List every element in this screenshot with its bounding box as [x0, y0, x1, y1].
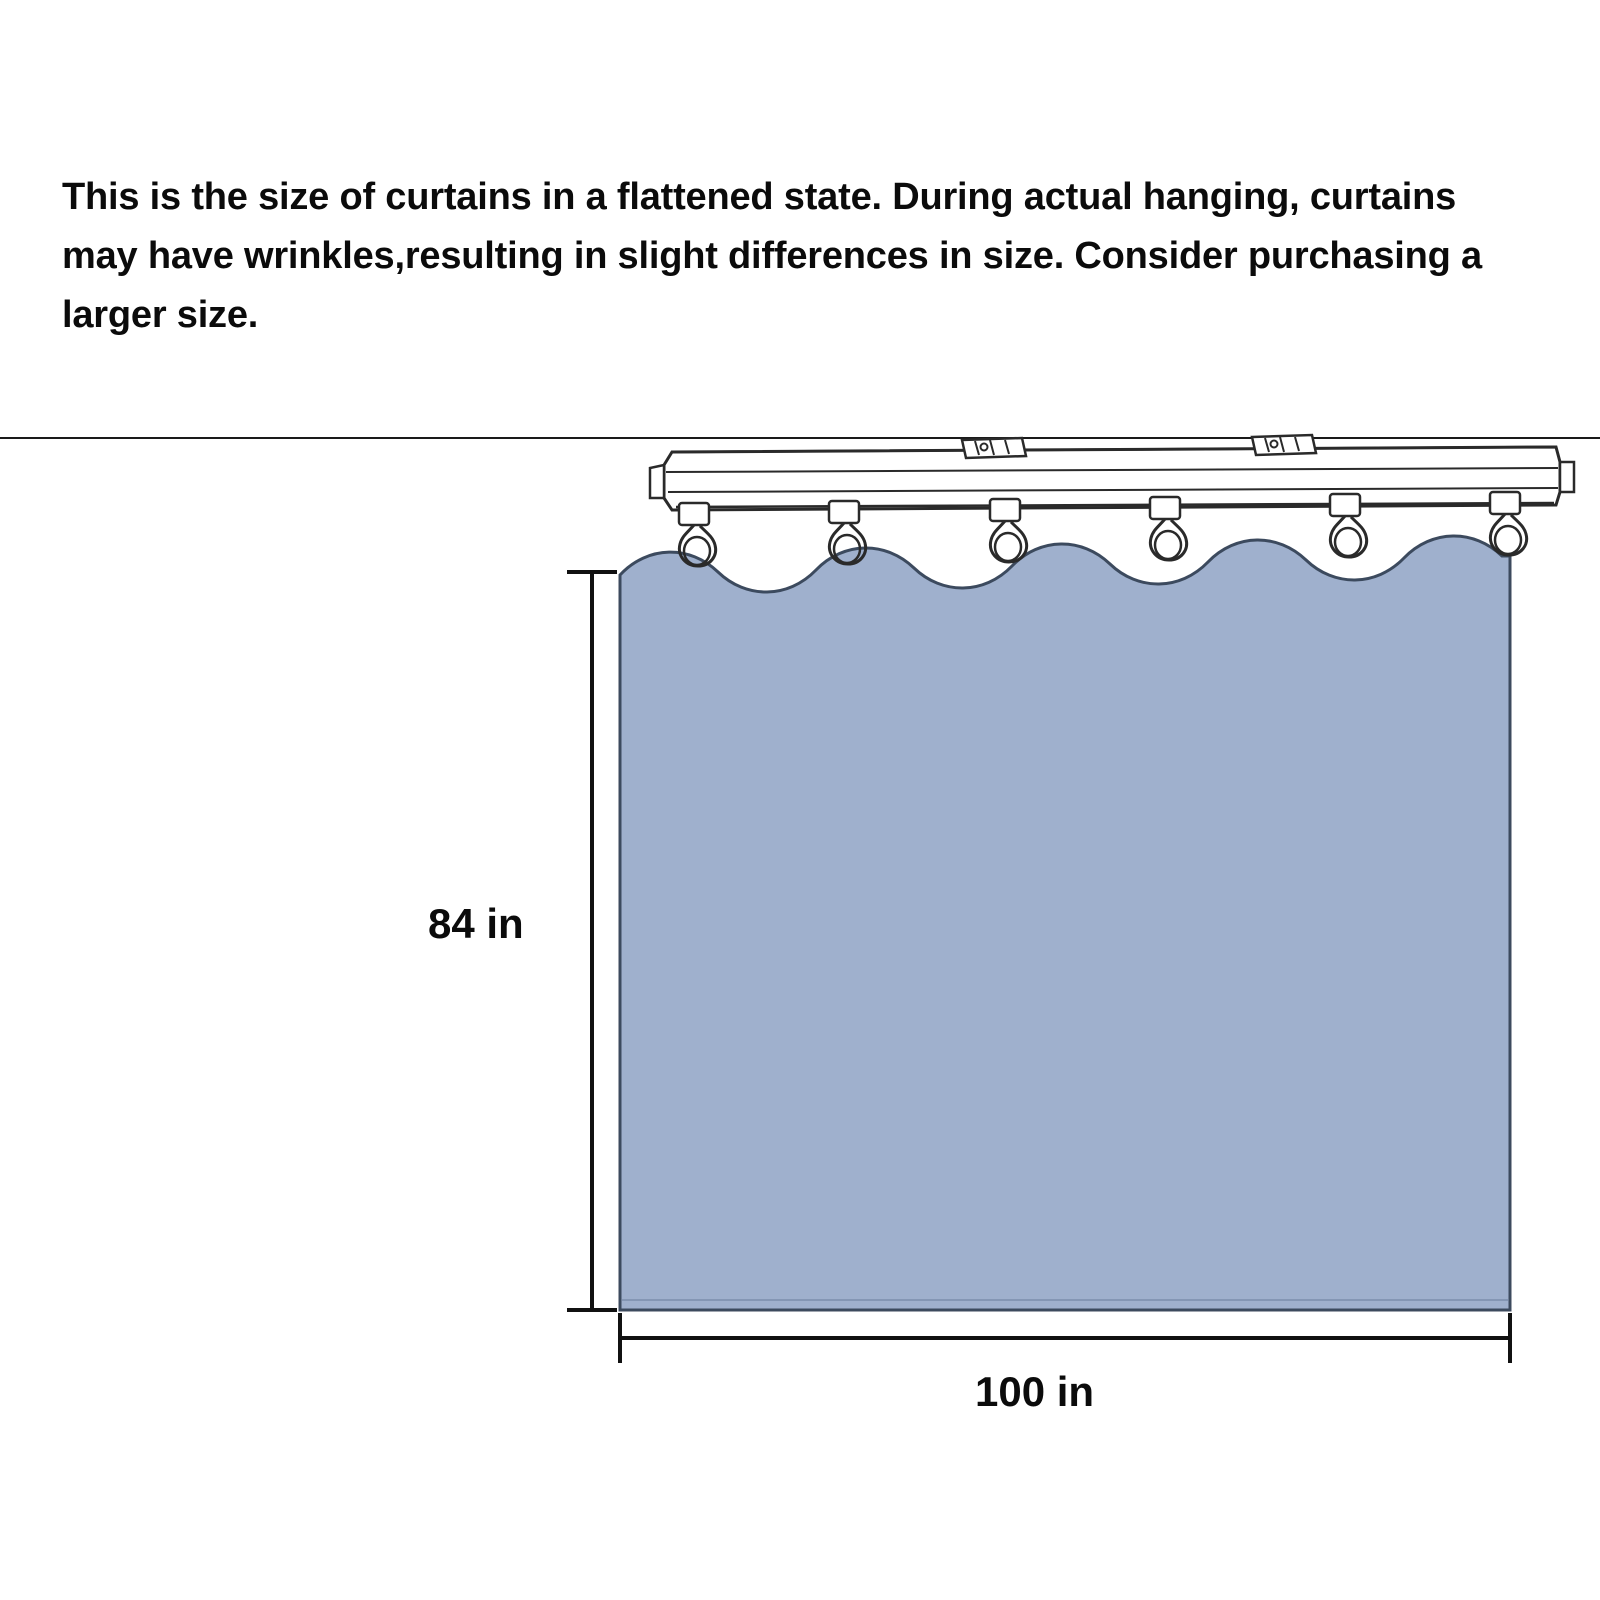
curtain-rail [650, 447, 1574, 510]
size-disclaimer-text: This is the size of curtains in a flattened state. During actual hanging, curtains may have wrinkles,resulting in slight differences in size. Consider purchasing a larger size. [62, 176, 1482, 336]
curtain-hook [1330, 494, 1367, 557]
curtain-hook [1150, 497, 1187, 560]
rail-bracket [1252, 435, 1316, 455]
width-dimension-line [620, 1313, 1510, 1363]
curtain-fabric [620, 536, 1510, 1310]
height-dimension-label: 84 in [428, 900, 524, 947]
curtain-hook [1490, 492, 1527, 555]
curtain-hook [990, 499, 1027, 562]
width-dimension-label: 100 in [975, 1368, 1095, 1415]
height-dimension-line [567, 572, 617, 1310]
curtain-panel [620, 536, 1510, 1310]
rail-bracket [962, 438, 1026, 458]
